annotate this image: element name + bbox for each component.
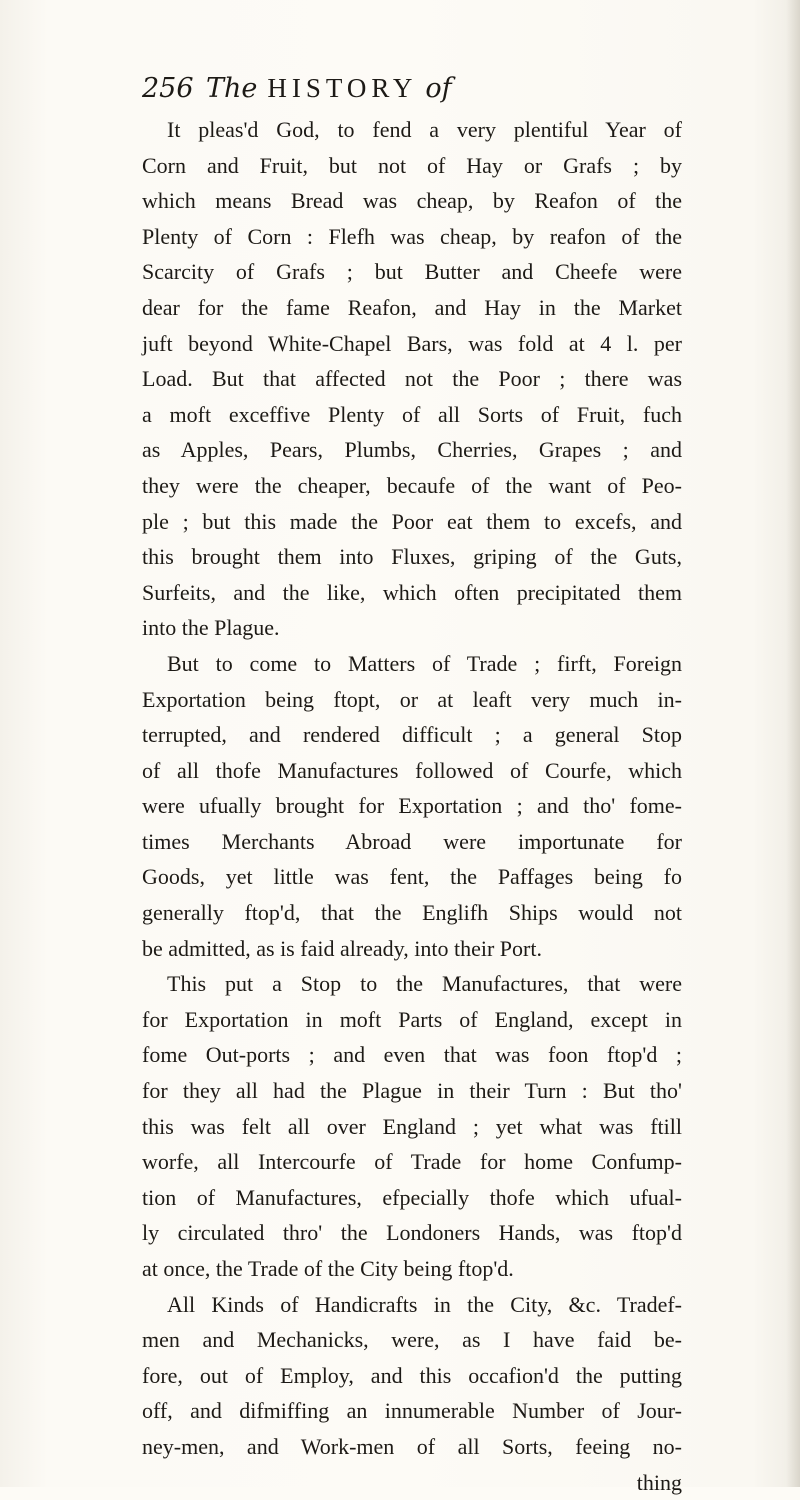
text-line: All Kinds of Handicrafts in the City, &c. Tradef- — [167, 1291, 682, 1317]
text-line: a moft exceffive Plenty of all Sorts of Fruit, fuch — [142, 401, 682, 427]
text-line: this brought them into Fluxes, griping of the Guts, — [142, 544, 682, 570]
text-line: times Merchants Abroad were importunate for — [142, 828, 682, 854]
text-line: ple ; but this made the Poor eat them to excefs, and — [142, 508, 682, 534]
text-line: juft beyond White-Chapel Bars, was fold at 4 l. per — [142, 330, 682, 356]
text-line: which means Bread was cheap, by Reafon of the — [142, 188, 682, 214]
text-line: this was felt all over England ; yet what was ftill — [142, 1113, 682, 1139]
text-line: generally ftop'd, that the Englifh Ships would not — [142, 900, 682, 926]
header-the: The — [206, 73, 258, 104]
text-line: fore, out of Employ, and this occafion'd the putting — [142, 1362, 682, 1388]
text-line: It pleas'd God, to fend a very plentiful Year of — [167, 117, 682, 142]
text-line: for Exportation in moft Parts of England, except in — [142, 1006, 682, 1032]
text-line: Load. But that affected not the Poor ; there was — [142, 366, 682, 392]
text-line: as Apples, Pears, Plumbs, Cherries, Grapes ; and — [142, 437, 682, 463]
text-line: men and Mechanicks, were, as I have faid be- — [142, 1327, 682, 1353]
text-line: they were the cheaper, becaufe of the want of Peo- — [142, 472, 682, 498]
header-title: HISTORY — [267, 73, 418, 103]
text-line: This put a Stop to the Manufactures, that were — [167, 971, 682, 997]
text-line: terrupted, and rendered difficult ; a general Stop — [142, 722, 682, 748]
text-line: for they all had the Plague in their Turn : But tho' — [142, 1078, 682, 1104]
text-line: off, and difmiffing an innumerable Number of Jour- — [142, 1398, 682, 1424]
body-text — [142, 112, 682, 1500]
text-line: of all thofe Manufactures followed of Courfe, which — [142, 757, 682, 783]
text-line: Plenty of Corn : Flefh was cheap, by reafon of the — [142, 223, 682, 249]
running-header — [142, 68, 662, 108]
header-of: of — [425, 73, 452, 104]
text-line: at once, the Trade of the City being ftop'd. — [142, 1256, 514, 1281]
text-line: Scarcity of Grafs ; but Butter and Cheefe were — [142, 259, 682, 285]
text-line: be admitted, as is faid already, into their Port. — [142, 935, 542, 961]
text-line: worfe, all Intercourfe of Trade for home Confump- — [142, 1149, 682, 1175]
catchword: thing — [636, 1469, 682, 1495]
text-line: fome Out-ports ; and even that was foon ftop'd ; — [142, 1042, 682, 1068]
text-line: dear for the fame Reafon, and Hay in the Market — [142, 294, 682, 320]
text-line: Corn and Fruit, but not of Hay or Grafs ; by — [142, 152, 682, 178]
text-line: tion of Manufactures, efpecially thofe which ufual- — [142, 1184, 682, 1210]
text-line: were ufually brought for Exportation ; and tho' fome- — [142, 793, 682, 819]
text-line: But to come to Matters of Trade ; firft, Foreign — [167, 650, 682, 676]
text-line: Surfeits, and the like, which often precipitated them — [142, 579, 682, 605]
text-line: ney-men, and Work-men of all Sorts, feeing no- — [142, 1433, 682, 1459]
text-line: Goods, yet little was fent, the Paffages being fo — [142, 864, 682, 890]
text-line: ly circulated thro' the Londoners Hands, was ftop'd — [142, 1220, 682, 1246]
text-line: into the Plague. — [142, 615, 280, 641]
page-number: 256 — [142, 73, 194, 104]
page-edge-shadow — [786, 0, 800, 1487]
text-line: Exportation being ftopt, or at leaft very much in- — [142, 686, 682, 712]
